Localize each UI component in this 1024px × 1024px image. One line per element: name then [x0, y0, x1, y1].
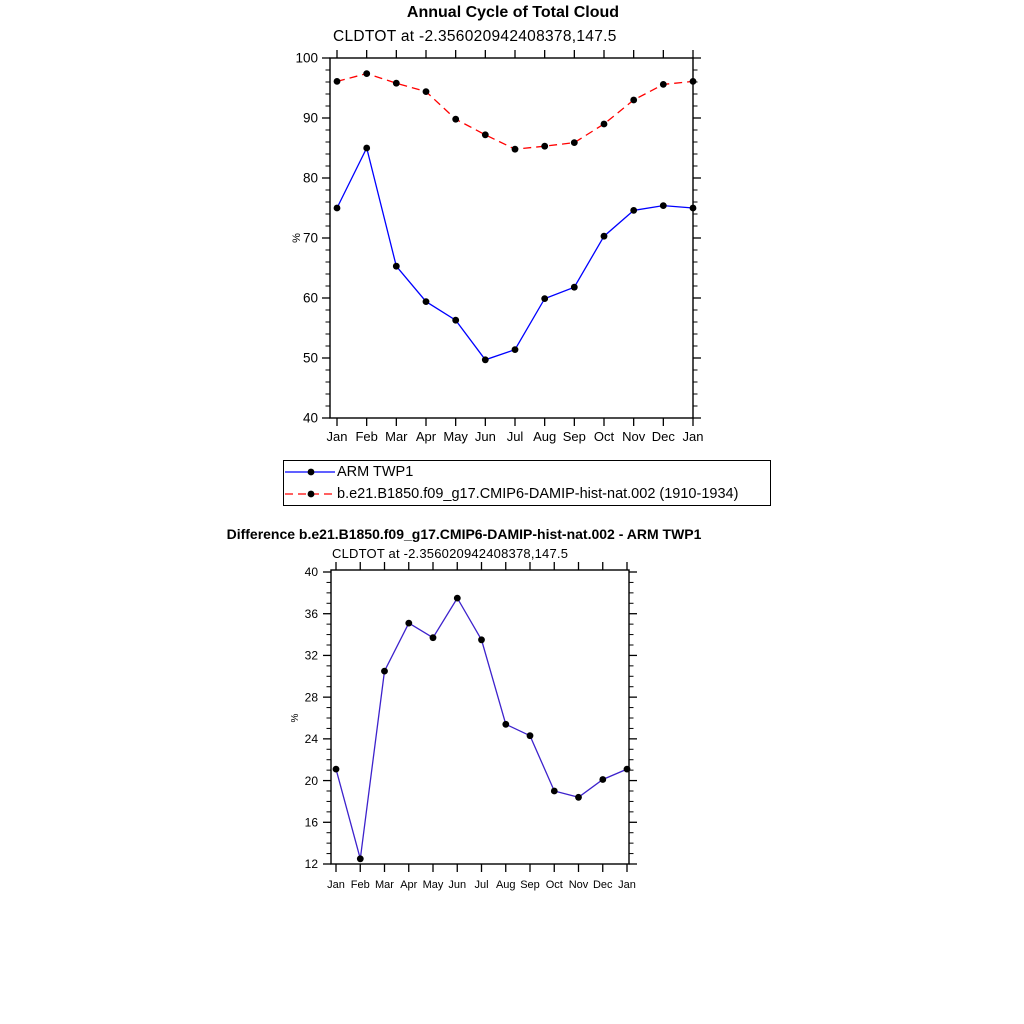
chart2-y-tick-label: 20 — [304, 773, 318, 788]
chart2-frame — [331, 570, 629, 864]
data-point — [571, 139, 578, 146]
chart1-y-tick-label: 100 — [295, 50, 318, 66]
data-point — [381, 668, 388, 675]
legend — [283, 460, 771, 506]
chart2-x-tick-label: Feb — [350, 879, 370, 891]
series-line-difference — [336, 598, 627, 859]
chart1-x-tick-label: Aug — [533, 429, 557, 444]
chart1-x-tick-label: Jan — [326, 429, 348, 444]
chart2-y-tick-label: 32 — [304, 648, 318, 663]
chart2-x-tick-label: Dec — [592, 879, 613, 891]
data-point — [423, 298, 430, 305]
chart2-y-tick-label: 16 — [304, 815, 318, 830]
data-point — [690, 78, 697, 85]
chart2-x-tick-label: Sep — [520, 879, 540, 891]
chart2-subtitle: CLDTOT at -2.356020942408378,147.5 — [332, 546, 569, 561]
chart2-x-tick-label: Oct — [545, 879, 563, 891]
chart1-title: Annual Cycle of Total Cloud — [406, 4, 620, 21]
data-point — [452, 317, 459, 324]
legend-line-sample-blue — [284, 463, 337, 481]
data-point — [454, 595, 461, 602]
legend-label-arm-twp1: ARM TWP1 — [337, 464, 414, 480]
data-point — [363, 145, 370, 152]
chart1-y-tick-label: 50 — [302, 350, 318, 366]
chart1-x-tick-label: Apr — [415, 429, 437, 444]
chart1-frame — [330, 58, 693, 418]
data-point — [502, 721, 509, 728]
data-point — [660, 202, 667, 209]
data-point — [630, 207, 637, 214]
chart2-y-tick-label: 40 — [304, 565, 318, 580]
data-point — [601, 121, 608, 128]
chart1-x-tick-label: Mar — [385, 429, 408, 444]
chart2-x-tick-label: Jun — [448, 879, 467, 891]
data-point — [405, 620, 412, 627]
chart2-title: Difference b.e21.B1850.f09_g17.CMIP6-DAMIP-hist-nat.002 - ARM TWP1 — [226, 526, 702, 542]
chart1-x-tick-label: Jul — [506, 429, 524, 444]
data-point — [423, 88, 430, 95]
chart2-y-tick-label: 28 — [304, 690, 318, 705]
chart2-y-tick-label: 12 — [304, 857, 318, 872]
chart2-x-tick-label: Apr — [400, 879, 418, 891]
chart2-x-tick-label: Jul — [474, 879, 489, 891]
chart1-x-tick-label: Jun — [474, 429, 496, 444]
data-point — [333, 766, 340, 773]
chart1-y-tick-label: 60 — [302, 290, 318, 306]
chart2-x-tick-label: Nov — [568, 879, 589, 891]
chart1-x-tick-label: Dec — [651, 429, 675, 444]
chart1-x-tick-label: Oct — [593, 429, 615, 444]
data-point — [541, 295, 548, 302]
chart2-x-tick-label: Jan — [327, 879, 345, 891]
chart2-ylabel: % — [290, 713, 301, 723]
data-point — [599, 776, 606, 783]
data-point — [541, 143, 548, 150]
data-point — [575, 794, 582, 801]
chart1-subtitle: CLDTOT at -2.356020942408378,147.5 — [333, 28, 617, 45]
chart1-group — [291, 50, 703, 444]
data-point — [482, 356, 489, 363]
chart1-ylabel: % — [291, 233, 303, 243]
data-point — [624, 766, 631, 773]
series-line-b-e21-b1850-f09-g17-cmip6-damip-hist-nat-002-1910-1934- — [337, 74, 693, 150]
data-point — [660, 81, 667, 88]
data-point — [512, 346, 519, 353]
chart2-x-tick-label: Mar — [375, 879, 394, 891]
chart2-x-tick-label: Jan — [618, 879, 636, 891]
data-point — [690, 205, 697, 212]
chart1-y-tick-label: 90 — [302, 110, 318, 126]
data-point — [478, 636, 485, 643]
data-point — [334, 205, 341, 212]
data-point — [482, 131, 489, 138]
data-point — [363, 70, 370, 77]
data-point — [601, 233, 608, 240]
data-point — [527, 732, 534, 739]
chart1-x-tick-label: Jan — [682, 429, 704, 444]
data-point — [512, 146, 519, 153]
data-point — [571, 284, 578, 291]
legend-item-arm-twp1 — [284, 461, 770, 483]
chart1-y-tick-label: 80 — [302, 170, 318, 186]
chart2-x-tick-label: May — [422, 879, 444, 891]
series-line-arm-twp1 — [337, 148, 693, 360]
data-point — [357, 855, 364, 862]
legend-label-model: b.e21.B1850.f09_g17.CMIP6-DAMIP-hist-nat.002 (1910-1934) — [337, 486, 739, 502]
chart2-y-tick-label: 36 — [304, 606, 318, 621]
chart1-y-tick-label: 40 — [302, 410, 318, 426]
chart1-y-tick-label: 70 — [302, 230, 318, 246]
data-point — [430, 634, 437, 641]
data-point — [393, 263, 400, 270]
chart1-x-tick-label: May — [443, 429, 468, 444]
data-point — [452, 116, 459, 123]
data-point — [630, 97, 637, 104]
data-point — [551, 788, 558, 795]
chart2-group — [290, 562, 637, 891]
data-point — [393, 80, 400, 87]
data-point — [334, 78, 341, 85]
chart2-x-tick-label: Aug — [495, 879, 516, 891]
legend-item-model — [284, 483, 770, 505]
chart1-x-tick-label: Sep — [562, 429, 586, 444]
legend-line-sample-red-dashed — [284, 485, 337, 503]
chart1-x-tick-label: Feb — [355, 429, 378, 444]
chart1-x-tick-label: Nov — [622, 429, 646, 444]
chart2-y-tick-label: 24 — [304, 732, 318, 747]
